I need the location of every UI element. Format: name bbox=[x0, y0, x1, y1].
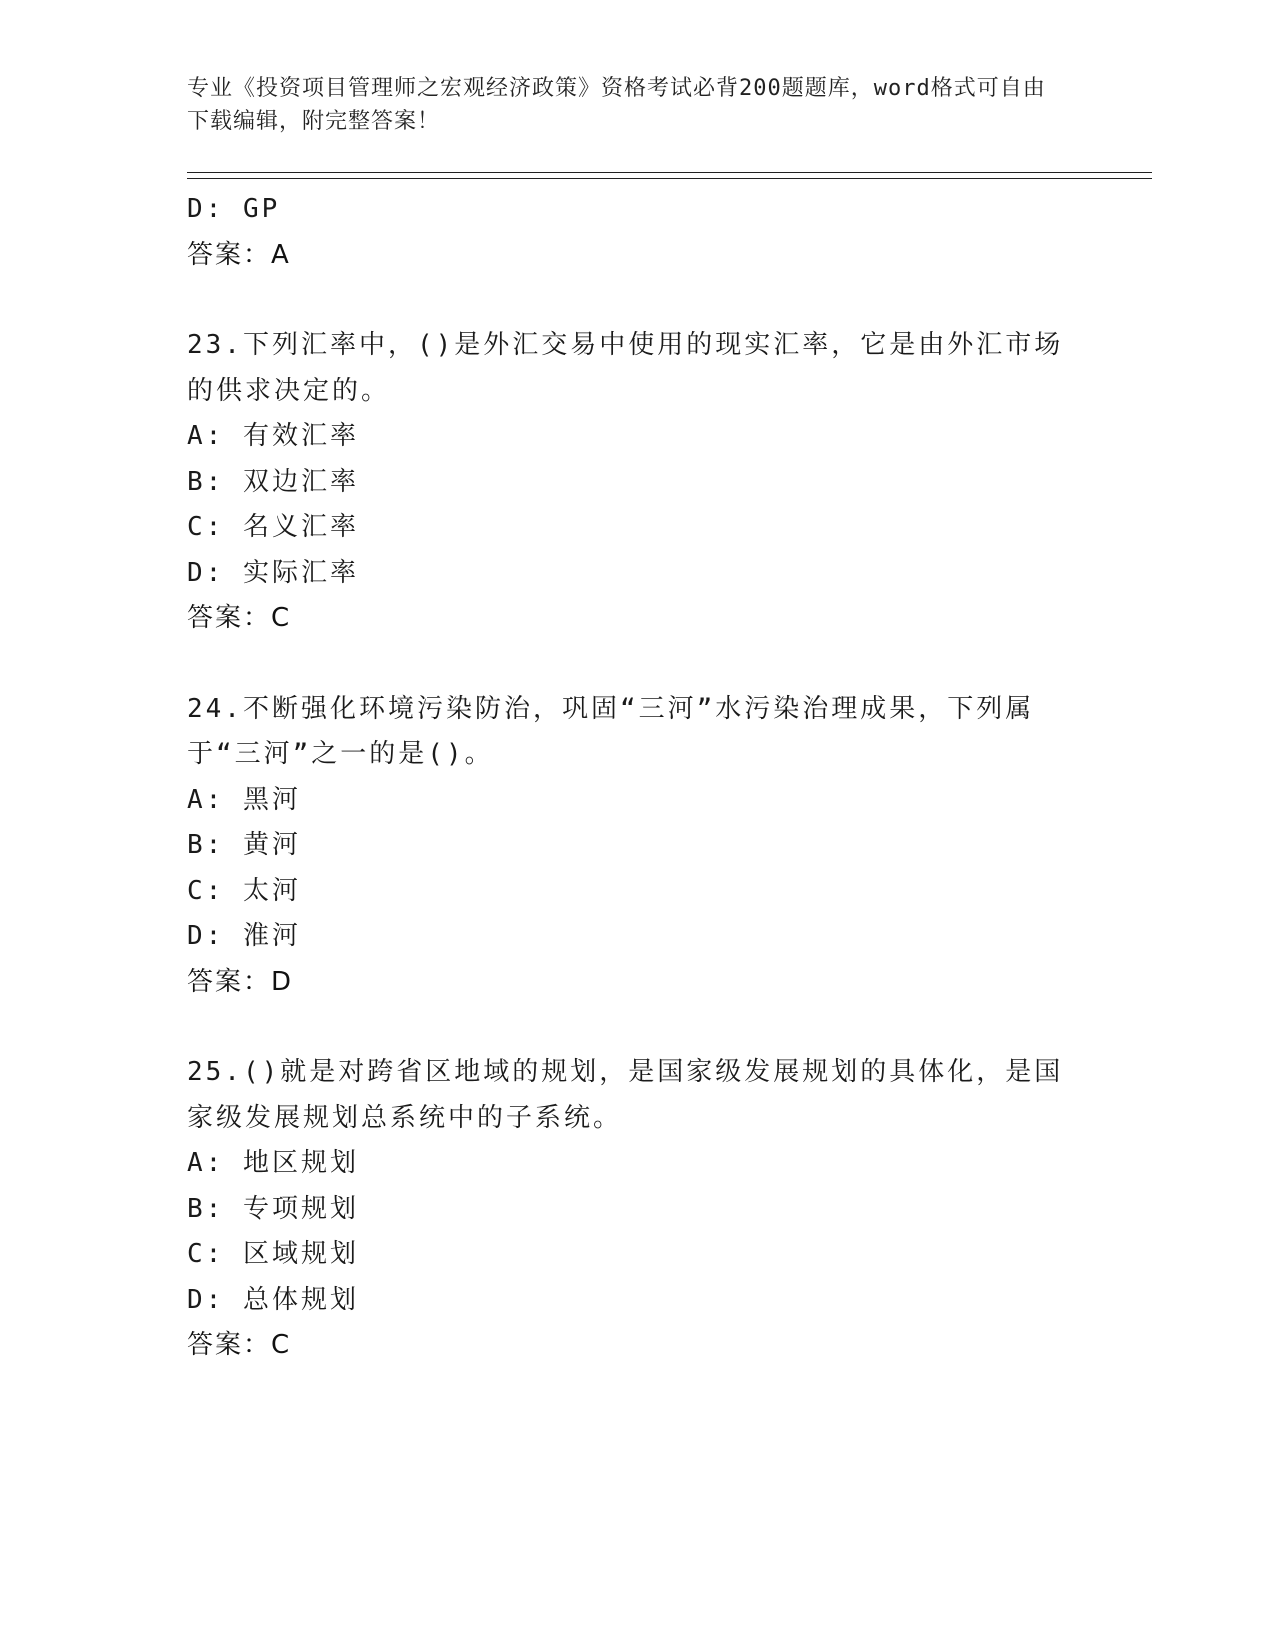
option-d: D: 实际汇率 bbox=[187, 557, 359, 588]
answer: 答案：C bbox=[187, 1330, 292, 1360]
option-b: B: 双边汇率 bbox=[187, 466, 359, 497]
option-b: B: 专项规划 bbox=[187, 1193, 359, 1224]
answer: 答案：C bbox=[187, 603, 292, 633]
option-a: A: 黑河 bbox=[187, 784, 301, 815]
question-25 bbox=[187, 1050, 1152, 1369]
option-c: C: 名义汇率 bbox=[187, 512, 359, 542]
option-d: D: 总体规划 bbox=[187, 1284, 359, 1315]
question-stem: 24.不断强化环境污染防治，巩固“三河”水污染治理成果，下列属于“三河”之一的是()。 bbox=[187, 693, 1035, 769]
option-d: D: 淮河 bbox=[187, 921, 301, 951]
answer: 答案：D bbox=[187, 966, 294, 997]
document-page bbox=[187, 0, 1152, 1369]
question-23 bbox=[187, 323, 1152, 642]
option-a: A: 地区规划 bbox=[187, 1148, 359, 1178]
question-stem: 25.()就是对跨省区地域的规划，是国家级发展规划的具体化，是国家级发展规划总系统中的子系统。 bbox=[187, 1057, 1064, 1133]
question-stem: 23.下列汇率中，()是外汇交易中使用的现实汇率，它是由外汇市场的供求决定的。 bbox=[187, 330, 1064, 406]
option-a: A: 有效汇率 bbox=[187, 421, 359, 451]
document-header: 专业《投资项目管理师之宏观经济政策》资格考试必背200题题库，word格式可自由下载编辑，附完整答案！ bbox=[187, 76, 1046, 134]
option-c: C: 太河 bbox=[187, 875, 301, 906]
question-24 bbox=[187, 687, 1152, 1006]
option-b: B: 黄河 bbox=[187, 830, 301, 860]
answer-fragment: 答案：A bbox=[187, 239, 291, 270]
question-list bbox=[187, 187, 1152, 1369]
option-c: C: 区域规划 bbox=[187, 1239, 359, 1269]
header-divider bbox=[187, 172, 1152, 179]
option-d-fragment: D: GP bbox=[187, 194, 281, 224]
